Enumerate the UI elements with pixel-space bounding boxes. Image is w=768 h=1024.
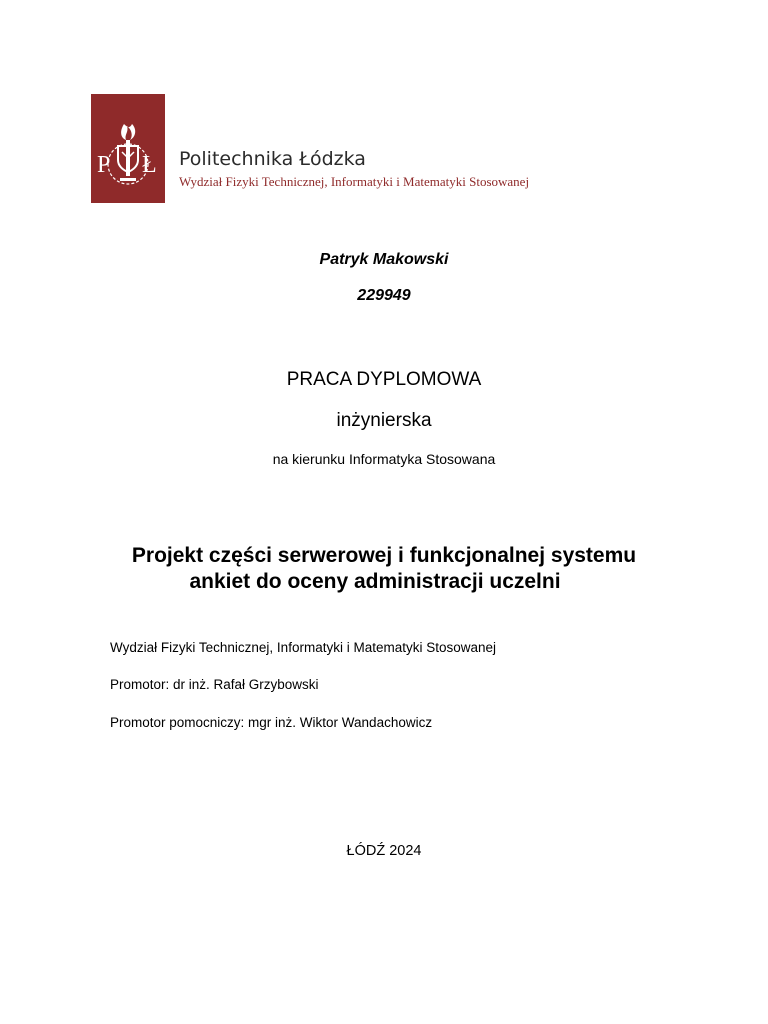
faculty-detail: Wydział Fizyki Technicznej, Informatyki i Matematyki Stosowanej [110,640,497,655]
thesis-type: PRACA DYPLOMOWA [286,369,482,390]
faculty-header: Wydział Fizyki Technicznej, Informatyki i Matematyki Stosowanej [179,174,530,189]
author-name: Patryk Makowski [319,251,449,268]
thesis-level: inżynierska [336,410,432,431]
university-logo-icon [91,94,165,203]
assistant-promotor: Promotor pomocniczy: mgr inż. Wiktor Wandachowicz [110,715,433,730]
field-of-study: na kierunku Informatyka Stosowana [272,451,496,467]
thesis-title-line-1: Projekt części serwerowej i funkcjonalnej systemu [131,544,637,567]
thesis-title [0,543,768,595]
student-id: 229949 [357,287,411,304]
logo-letter-p: P [97,152,111,178]
thesis-title-line-2: ankiet do oceny administracji uczelni [189,570,561,593]
university-name: Politechnika Łódzka [179,148,366,170]
promotor: Promotor: dr inż. Rafał Grzybowski [110,677,319,692]
logo-letter-l: Ł [142,152,157,178]
place-year: ŁÓDŹ 2024 [346,843,422,859]
